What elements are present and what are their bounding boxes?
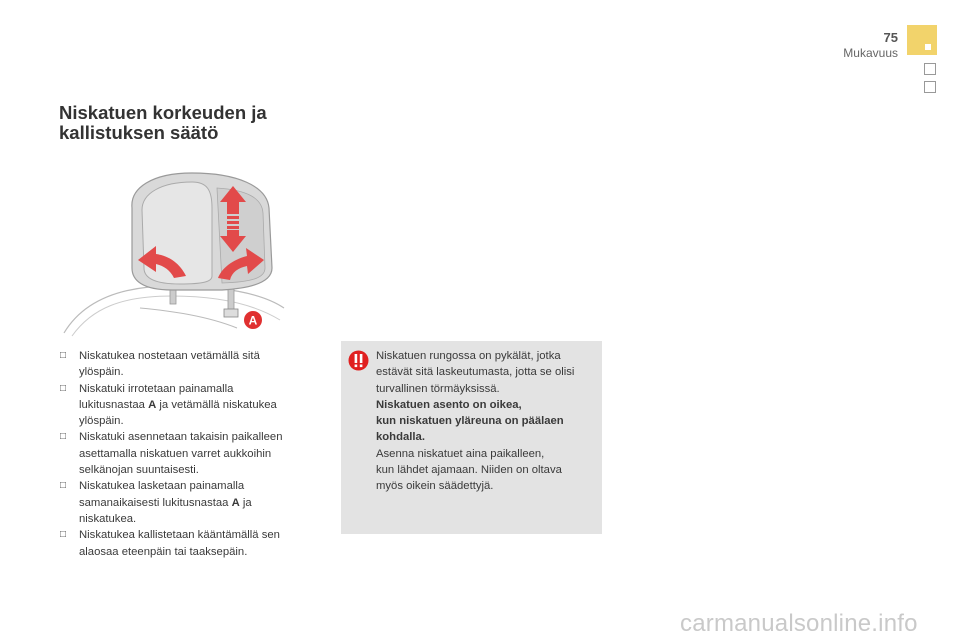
step-4-line-1: Niskatukea lasketaan painamalla xyxy=(79,480,245,493)
warning-icon xyxy=(348,350,369,371)
warning-tail-line-2: kun lähdet ajamaan. Niiden on oltava xyxy=(376,464,562,477)
check-box-bullet-icon: □ xyxy=(60,382,67,394)
section-tab-marker xyxy=(907,25,937,55)
step-5-line-1: Niskatukea kallistetaan kääntämällä sen xyxy=(79,529,280,542)
lock-button-ref: A xyxy=(148,398,157,411)
instruction-step-4 xyxy=(60,478,325,527)
lock-button-label: A xyxy=(248,313,258,328)
step-4-line-3: niskatukea. xyxy=(79,512,137,525)
check-box-bullet-icon: □ xyxy=(60,350,67,361)
tab-box-empty-2 xyxy=(924,81,936,93)
page-title xyxy=(59,103,319,143)
warning-line-1: Niskatuen rungossa on pykälät, jotka xyxy=(376,350,561,362)
watermark: carmanualsonline.info xyxy=(680,610,918,637)
step-2-line-2 xyxy=(79,397,325,413)
warning-bold-line-1: Niskatuen asento on oikea, xyxy=(376,398,522,411)
section-name: Mukavuus xyxy=(843,46,898,60)
warning-bold-line-3: kohdalla. xyxy=(376,431,425,444)
check-box-bullet-icon: □ xyxy=(60,529,67,541)
tab-marker-dot xyxy=(925,44,931,50)
step-5-line-2: alaosaa eteenpäin tai taaksepäin. xyxy=(79,545,248,558)
step-4-line-2-tail: ja xyxy=(239,496,252,509)
lock-button xyxy=(224,309,238,317)
headrest-illustration xyxy=(62,168,287,338)
step-1-line-1: Niskatukea nostetaan vetämällä sitä xyxy=(79,350,260,362)
step-2-line-2-tail: ja vetämällä niskatukea xyxy=(156,398,277,411)
step-2-line-3: ylöspäin. xyxy=(79,415,124,428)
warning-line-3: turvallinen törmäyksissä. xyxy=(376,382,500,395)
page-number: 75 xyxy=(883,30,898,45)
step-3-line-2: asettamalla niskatuen varret aukkoihin xyxy=(79,447,272,460)
instruction-step-5 xyxy=(60,527,325,560)
step-2-line-1: Niskatuki irrotetaan painamalla xyxy=(79,382,234,395)
tab-box-empty-1 xyxy=(924,63,936,75)
step-4-line-2-text: samanaikaisesti lukitusnastaa xyxy=(79,496,232,509)
step-1-line-2: ylöspäin. xyxy=(79,366,124,379)
step-4-line-2 xyxy=(79,495,325,511)
check-box-bullet-icon: □ xyxy=(60,480,67,492)
check-box-bullet-icon: □ xyxy=(60,431,67,443)
warning-box xyxy=(341,341,602,534)
step-2-line-2-text: lukitusnastaa xyxy=(79,398,149,411)
warning-tail-line-3: myös oikein säädettyjä. xyxy=(376,480,494,493)
step-3-line-3: selkänojan suuntaisesti. xyxy=(79,464,199,477)
warning-line-2: estävät sitä laskeutumasta, jotta se olisi xyxy=(376,366,575,379)
instruction-step-2 xyxy=(60,381,325,430)
warning-tail-line-1: Asenna niskatuet aina paikalleen, xyxy=(376,447,545,460)
step-3-line-1: Niskatuki asennetaan takaisin paikalleen xyxy=(79,431,283,444)
lock-button-ref: A xyxy=(231,496,240,509)
warning-bold-line-2: kun niskatuen yläreuna on päälaen xyxy=(376,415,564,428)
instruction-list xyxy=(60,348,325,560)
instruction-step-3 xyxy=(60,429,325,478)
instruction-step-1 xyxy=(60,348,325,381)
page-title-line-1: Niskatuen korkeuden ja xyxy=(59,102,267,123)
seat-back-seam xyxy=(140,308,237,328)
page-title-line-2: kallistuksen säätö xyxy=(59,122,219,143)
